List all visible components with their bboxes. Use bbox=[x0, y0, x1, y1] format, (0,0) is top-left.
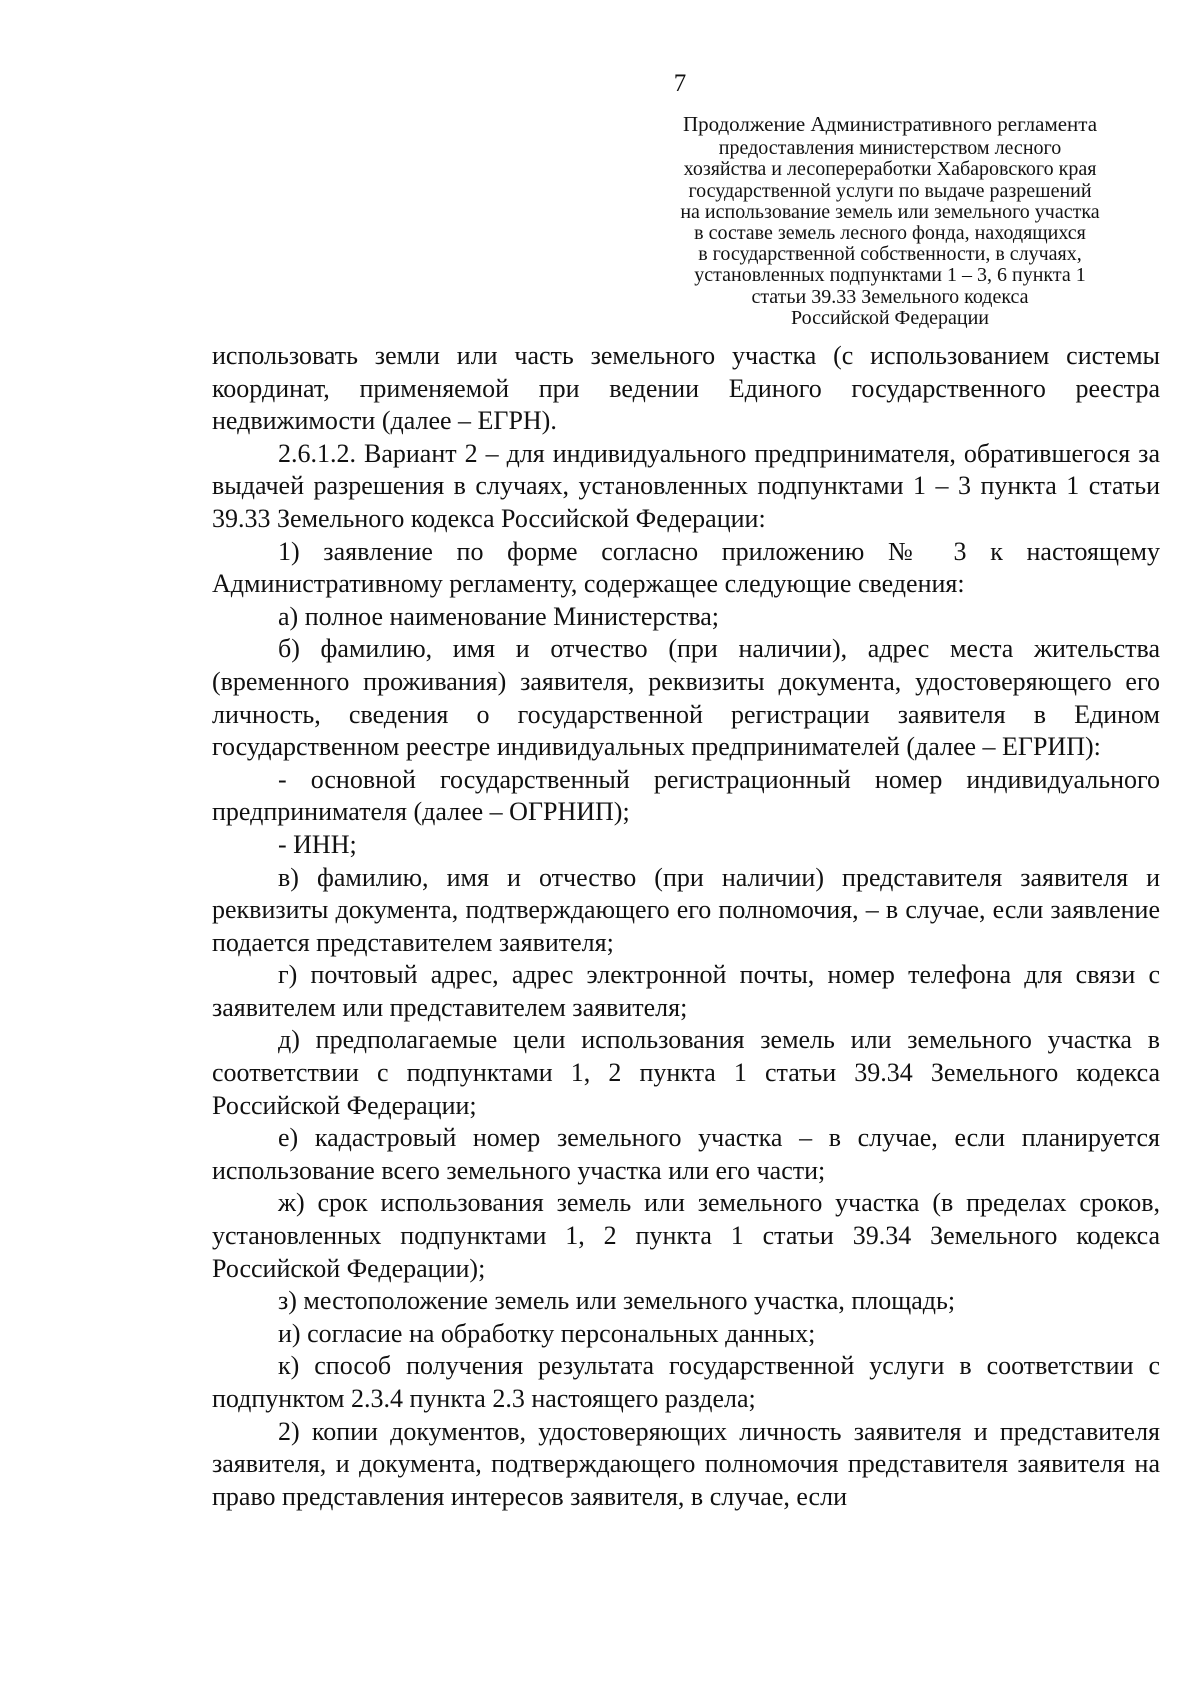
header-line: установленных подпунктами 1 – 3, 6 пункта 1 bbox=[694, 264, 1086, 287]
paragraph: б) фамилию, имя и отчество (при наличии), адрес места жительства (временного проживания) заявителя, реквизиты документа, удостоверяющего его личность, сведения о государственной регистрации заявителя в Едином государственном реестре индивидуальных предпринимателей (далее – ЕГРИП): bbox=[212, 634, 1160, 762]
header-line: Российской Федерации bbox=[790, 306, 990, 329]
header-line: хозяйства и лесопереработки Хабаровского края bbox=[683, 158, 1097, 181]
paragraph: 1) заявление по форме согласно приложению № 3 к настоящему Административному регламенту, содержащее следующие сведения: bbox=[212, 536, 1160, 599]
page-number: 7 bbox=[673, 70, 687, 97]
paragraph: - основной государственный регистрационный номер индивидуального предпринимателя (далее – ОГРНИП); bbox=[212, 764, 1160, 827]
paragraph: ж) срок использования земель или земельного участка (в пределах сроков, установленных подпунктами 1, 2 пункта 1 статьи 39.34 Земельного кодекса Российской Федерации); bbox=[212, 1188, 1160, 1283]
paragraph: к) способ получения результата государственной услуги в соответствии с подпунктом 2.3.4 пункта 2.3 настоящего раздела; bbox=[212, 1351, 1160, 1413]
header-line: государственной услуги по выдаче разрешений bbox=[688, 179, 1092, 202]
paragraph: е) кадастровый номер земельного участка – в случае, если планируется использование всего земельного участка или его части; bbox=[212, 1123, 1160, 1185]
body-text bbox=[212, 340, 1160, 1513]
header-block bbox=[640, 114, 1140, 329]
header-line: в составе земель лесного фонда, находящихся bbox=[694, 222, 1086, 245]
paragraph: а) полное наименование Министерства; bbox=[278, 601, 720, 631]
paragraph: использовать земли или часть земельного участка (с использованием системы координат, применяемой при ведении Единого государственного реестра недвижимости (далее – ЕГРН). bbox=[212, 341, 1160, 436]
header-line: Продолжение Административного регламента bbox=[682, 112, 1098, 136]
paragraph: в) фамилию, имя и отчество (при наличии) представителя заявителя и реквизиты документа, подтверждающего его полномочия, – в случае, если заявление подается представителем заявителя; bbox=[212, 862, 1160, 957]
header-line: на использование земель или земельного участка bbox=[680, 200, 1100, 223]
paragraph: 2.6.1.2. Вариант 2 – для индивидуального предпринимателя, обратившегося за выдачей разрешения в случаях, установленных подпунктами 1 – 3 пункта 1 статьи 39.33 Земельного кодекса Российской Федерации: bbox=[212, 438, 1160, 533]
paragraph: з) местоположение земель или земельного участка, площадь; bbox=[278, 1286, 956, 1316]
paragraph: - ИНН; bbox=[278, 829, 357, 859]
header-line: в государственной собственности, в случаях, bbox=[698, 243, 1082, 266]
paragraph: и) согласие на обработку персональных данных; bbox=[278, 1318, 816, 1348]
paragraph: 2) копии документов, удостоверяющих личность заявителя и представителя заявителя, и документа, подтверждающего полномочия представителя заявителя на право представления интересов заявителя, в случае, если bbox=[212, 1416, 1160, 1511]
header-line: предоставления министерством лесного bbox=[718, 137, 1062, 160]
paragraph: г) почтовый адрес, адрес электронной почты, номер телефона для связи с заявителем или представителем заявителя; bbox=[212, 960, 1160, 1022]
paragraph: д) предполагаемые цели использования земель или земельного участка в соответствии с подпунктами 1, 2 пункта 1 статьи 39.34 Земельного кодекса Российской Федерации; bbox=[212, 1025, 1160, 1120]
header-line: статьи 39.33 Земельного кодекса bbox=[751, 285, 1029, 308]
